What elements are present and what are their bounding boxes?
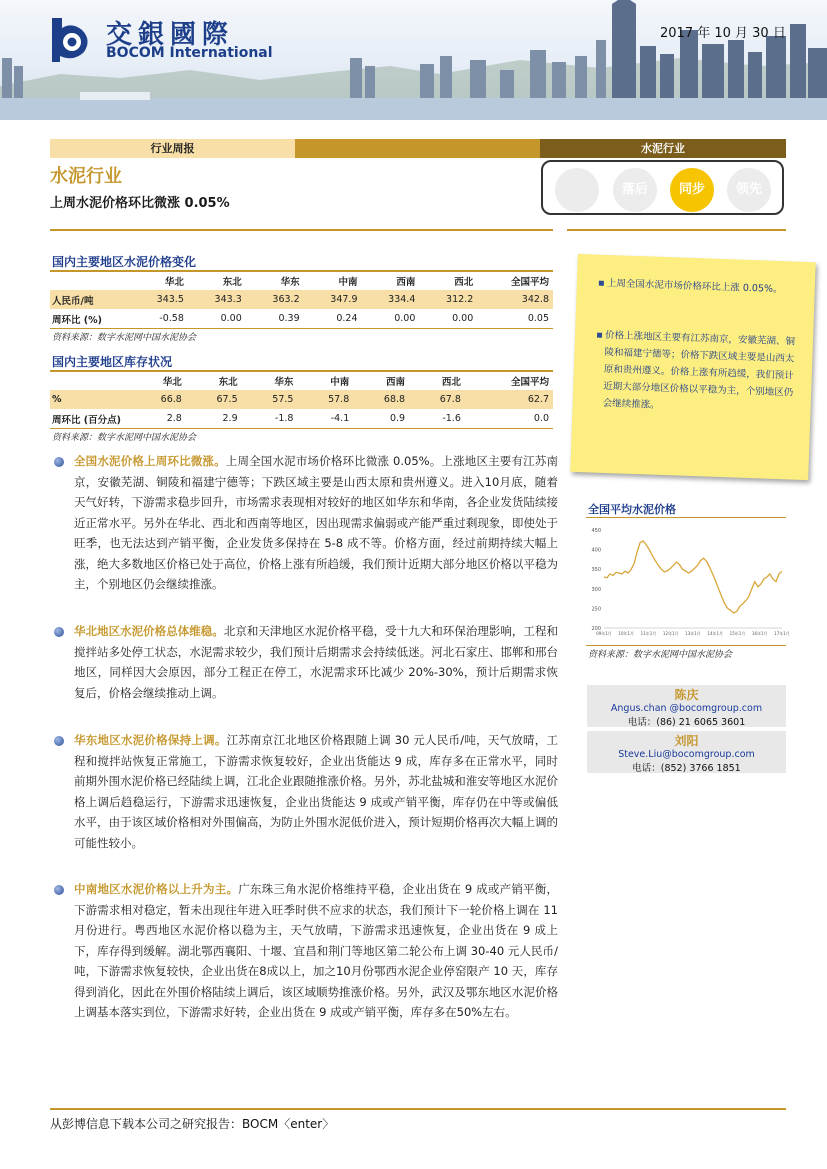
paragraph-east-china xyxy=(74,730,558,853)
table-row xyxy=(50,290,553,309)
sector-title: 水泥行业 xyxy=(50,166,122,187)
paragraph-national xyxy=(74,451,558,595)
price-line-chart xyxy=(586,520,790,646)
rating-indicator xyxy=(541,160,784,215)
table-cell: 57.8 xyxy=(297,390,353,409)
col-header: 东北 xyxy=(222,276,242,288)
col-header: 华东 xyxy=(274,376,294,388)
chart-top-rule xyxy=(586,517,786,518)
col-header: 全国平均 xyxy=(510,376,549,388)
table-cell: 67.5 xyxy=(186,390,242,409)
table-cell: 343.5 xyxy=(130,290,188,309)
report-subtitle: 上周水泥价格环比微涨 0.05% xyxy=(50,196,230,211)
table-cell: 0.0 xyxy=(533,413,549,424)
price-table xyxy=(50,271,553,328)
table-cell: 334.4 xyxy=(362,290,420,309)
table-row xyxy=(50,409,553,428)
table-cell: 0.05 xyxy=(527,313,549,324)
table-cell: 68.8 xyxy=(353,390,409,409)
x-tick-label: 10年1月 xyxy=(618,631,635,636)
report-date: 2017 年 10 月 30 日 xyxy=(660,26,786,41)
table-cell: 67.8 xyxy=(409,390,465,409)
table-cell: 0.24 xyxy=(336,313,358,324)
footer-note: 从彭博信息下载本公司之研究报告：BOCM〈enter〉 xyxy=(50,1117,335,1131)
note-item: 价格上涨地区主要有江苏南京，安徽芜湖、铜陵和福建宁德等；价格下跌区域主要是山西太原和贵州遵义。价格上涨有所趋缓，我们预计近期大部分地区价格以平稳为主，个别地区仍会继续推涨。 xyxy=(602,329,796,411)
table-cell: 62.7 xyxy=(465,390,553,409)
x-tick-label: 17年1月 xyxy=(774,631,790,636)
table-cell: 0.00 xyxy=(394,313,416,324)
table-cell: 0.00 xyxy=(452,313,474,324)
table-bottom-rule xyxy=(50,328,553,329)
inventory-table-source: 资料来源：数字水泥网中国水泥协会 xyxy=(52,433,197,443)
table-cell: 2.8 xyxy=(166,413,182,424)
table-bottom-rule xyxy=(50,428,553,429)
col-header: 东北 xyxy=(218,376,238,388)
sidebar-rule xyxy=(567,229,786,231)
col-header: 西南 xyxy=(396,276,416,288)
col-header: 华北 xyxy=(164,276,184,288)
table-cell: 312.2 xyxy=(419,290,477,309)
table-cell: 343.3 xyxy=(188,290,246,309)
analyst-name: 陈庆 xyxy=(674,688,699,702)
price-table-source: 资料来源：数字水泥网中国水泥协会 xyxy=(52,333,197,343)
col-header: 西北 xyxy=(441,376,461,388)
paragraph-lead: 全国水泥价格上周环比微涨。 xyxy=(74,454,226,468)
row-label: 周环比 (%) xyxy=(52,314,103,326)
table-cell: -1.8 xyxy=(274,413,294,424)
logo-english-name: BOCOM International xyxy=(106,45,273,61)
inventory-table-heading: 国内主要地区库存状况 xyxy=(52,355,173,369)
y-tick-label: 300 xyxy=(591,586,601,593)
analyst-contact xyxy=(587,685,786,727)
bullet-icon xyxy=(54,736,64,746)
col-header: 全国平均 xyxy=(510,276,549,288)
table-cell: 2.9 xyxy=(222,413,238,424)
table-cell: -4.1 xyxy=(330,413,350,424)
table-cell: 347.9 xyxy=(304,290,362,309)
paragraph-north-china xyxy=(74,621,558,703)
y-tick-label: 200 xyxy=(591,626,601,632)
bocom-logo-icon xyxy=(48,14,94,62)
chart-title: 全国平均水泥价格 xyxy=(588,503,676,516)
y-tick-label: 250 xyxy=(591,606,601,613)
report-type-band: 行业周报 xyxy=(50,139,295,158)
col-header: 中南 xyxy=(330,376,350,388)
table-cell: 342.8 xyxy=(477,290,553,309)
col-header: 中南 xyxy=(338,276,358,288)
table-cell: 363.2 xyxy=(246,290,304,309)
col-header: 华东 xyxy=(280,276,300,288)
x-tick-label: 14年1月 xyxy=(707,631,724,636)
x-tick-label: 12年1月 xyxy=(662,631,679,636)
key-points-note xyxy=(570,254,815,480)
paragraph-text: 北京和天津地区水泥价格平稳，受十九大和环保治理影响，工程和搅拌站多处停工状态，水泥需求较少，我们预计后期需求会持续低迷。河北石家庄、邯郸和邢台地区，同样因大会原因，部分工程正在停工，水泥需求环比减少 20%-30%，预计后期需求恢复后，价格会继续推动上调。 xyxy=(74,624,559,700)
chart-bottom-rule xyxy=(586,645,786,646)
col-header: 西北 xyxy=(454,276,474,288)
chart-source: 资料来源：数字水泥网中国水泥协会 xyxy=(588,650,733,660)
bullet-icon xyxy=(54,457,64,467)
table-row xyxy=(50,309,553,328)
x-tick-label: 16年1月 xyxy=(751,631,768,636)
rating-neutral-selected: 同步 xyxy=(670,168,714,212)
paragraph-lead: 华东地区水泥价格保持上调。 xyxy=(74,733,227,747)
note-item: 上周全国水泥市场价格环比上涨 0.05%。 xyxy=(606,277,783,296)
col-header: 西南 xyxy=(386,376,406,388)
analyst-contact xyxy=(587,731,786,773)
y-tick-label: 400 xyxy=(591,547,601,554)
x-tick-label: 09年1月 xyxy=(596,631,612,636)
page-header xyxy=(0,0,827,120)
note-bullet-icon xyxy=(597,333,602,338)
table-cell: 0.39 xyxy=(278,313,300,324)
band-divider xyxy=(295,139,540,158)
bullet-icon xyxy=(54,885,64,895)
footer-rule xyxy=(50,1108,786,1110)
y-tick-label: 350 xyxy=(591,567,601,574)
table-cell: -1.6 xyxy=(442,413,461,424)
row-label: % xyxy=(50,390,130,409)
paragraph-text: 上周全国水泥市场价格环比微涨 0.05%。上涨地区主要有江苏南京，安徽芜湖、铜陵和福建宁德等；下跌区域主要是山西太原和贵州遵义。进入10月底，随着天气好转，下游需求稳步回升，市场需求表现相对较好的地区如华东和华南，各企业发货陆续接近正常水平。另外在华北、西北和西南等地区，因出现需求偏弱或产能严重过剩现象，即使处于旺季，也无法达到产销平衡，企业发货多保持在 5-8 成不等。价格方面，经过前期持续大幅上涨，绝大多数地区价格已处于高位，价格上涨有所趋缓，我们预计近期大部分地区价格以平稳为主，个别地区仍会继续推涨。 xyxy=(74,454,559,591)
paragraph-central-south xyxy=(74,879,558,1023)
analyst-phone: 电话：(852) 3766 1851 xyxy=(632,763,741,774)
bullet-icon xyxy=(54,627,64,637)
analyst-phone: 电话：(86) 21 6065 3601 xyxy=(627,717,746,728)
paragraph-lead: 中南地区水泥价格以上升为主。 xyxy=(74,882,239,896)
table-header-row xyxy=(50,371,553,390)
table-cell: 66.8 xyxy=(130,390,186,409)
series-line-national-average xyxy=(604,541,782,613)
rating-blank-circle xyxy=(555,168,599,212)
analyst-email[interactable]: Angus.chan @bocomgroup.com xyxy=(610,703,763,714)
rating-overweight: 领先 xyxy=(727,168,771,212)
rating-underweight: 落后 xyxy=(613,168,657,212)
y-tick-label: 450 xyxy=(591,528,601,534)
paragraph-lead: 华北地区水泥价格总体维稳。 xyxy=(74,624,224,638)
paragraph-text: 江苏南京江北地区价格跟随上调 30 元人民币/吨，天气放晴，工程和搅拌站恢复正常施工，下游需求恢复较好，企业出货能达 9 成，库存多在正常水平，同时前期外围水泥价格已经陆续上调，江北企业跟随推涨价格。另外，苏北盐城和淮安等地区水泥价格上调后趋稳运行，下游需求迅速恢复，企业出货能达 9 成或产销平衡，库存仍在中等或偏低水平，由于该区域价格相对外围偏高，为防止外围水泥低价进入，预计短期价格再次大幅上调的可能性较小。 xyxy=(74,733,558,850)
x-tick-label: 11年1月 xyxy=(640,631,657,636)
logo-chinese-name: 交銀國際 xyxy=(106,20,235,50)
x-tick-label: 15年1月 xyxy=(729,631,746,636)
analyst-name: 刘阳 xyxy=(674,734,699,748)
price-table-heading: 国内主要地区水泥价格变化 xyxy=(52,255,197,269)
table-cell: 0.9 xyxy=(389,413,406,424)
table-cell: 0.00 xyxy=(220,313,242,324)
note-bullet-icon xyxy=(599,281,604,286)
table-row xyxy=(50,390,553,409)
table-header-row xyxy=(50,271,553,290)
row-label: 人民币/吨 xyxy=(50,290,130,309)
row-label: 周环比 (百分点) xyxy=(52,414,121,426)
section-rule xyxy=(50,229,553,231)
paragraph-text: 广东珠三角水泥价格维持平稳，企业出货在 9 成或产销平衡，下游需求相对稳定，暂未出现往年进入旺季时供不应求的状态，我们预计下一轮价格上调在 11 月份进行。粤西地区水泥价格以稳为主，天气放晴，下游需求迅速恢复，企业出货在 9 成上下，库存得到缓解。湖北鄂西襄阳、十堰、宜昌和荆门等地区第二轮公布上调 30-40 元人民币/吨，下游需求恢复较快，企业出货在8成以上，加之10月份鄂西水泥企业停窑限产 10 天，库存得到消化，因此在外围价格陆续上调后，该区域顺势推涨价格。另外，武汉及鄂东地区水泥价格上调基本落实到位，下游需求好转，企业出货在 9 成或产销平衡，库存多在50%左右。 xyxy=(74,882,559,1019)
analyst-email[interactable]: Steve.Liu@bocomgroup.com xyxy=(618,749,755,760)
inventory-table xyxy=(50,371,553,428)
table-cell: -0.58 xyxy=(159,313,184,324)
x-tick-label: 13年1月 xyxy=(685,631,701,636)
table-cell: 57.5 xyxy=(242,390,298,409)
col-header: 华北 xyxy=(162,376,182,388)
industry-band: 水泥行业 xyxy=(540,139,786,158)
